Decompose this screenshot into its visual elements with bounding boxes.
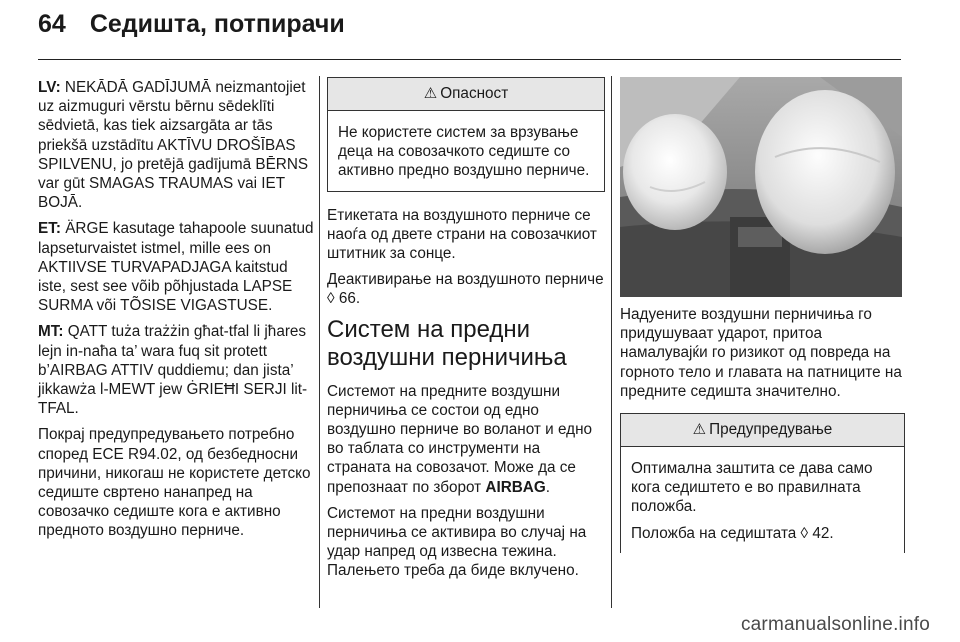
warning-box bbox=[620, 413, 905, 553]
lang-label-et: ET: bbox=[38, 220, 61, 238]
column-divider-2 bbox=[611, 76, 612, 608]
deactivation-text: Деактивирање на воздушното перниче bbox=[327, 271, 604, 289]
danger-box-header bbox=[328, 78, 604, 111]
system-description-text: Системот на предните воздушни перничиња се состои од едно воздушно перниче во воланот и едно во таблата со инструменти на страната на совозачот. Може да се препознаат по зборот bbox=[327, 382, 593, 496]
seat-position-page-link[interactable]: 42. bbox=[812, 524, 834, 542]
page-number: 64 bbox=[38, 10, 66, 38]
header-divider bbox=[38, 59, 901, 60]
section-heading: Систем на предни воздушни перничиња bbox=[327, 315, 567, 371]
warning-paragraph-lv bbox=[38, 78, 314, 212]
warning-text-lv: NEKĀDĀ GADĪJUMĀ neizmantojiet uz aizmuguri vērstu bērnu sēdeklīti sēdvietā, kas tiek aizsargāta ar tās priekšā uzstādītu AKTĪVU DROŠĪBAS SPILVENU, jo pretējā gadījumā BĒRNS var gūt SMAGAS TRAUMAS vai IET BOJĀ. bbox=[38, 79, 309, 212]
system-description-paragraph bbox=[327, 382, 605, 497]
column-divider-1 bbox=[319, 76, 320, 608]
airbag-word: AIRBAG bbox=[485, 478, 546, 496]
warning-triangle-icon: ⚠ bbox=[692, 421, 707, 439]
middle-column bbox=[327, 77, 605, 588]
danger-box bbox=[327, 77, 605, 192]
warning-box-title: Предупредување bbox=[709, 421, 833, 439]
airbag-label-paragraph: Етикетата на воздушното перниче се наоѓа од двете страни на совозачкиот штитник за сонце. bbox=[327, 206, 597, 263]
site-watermark: carmanualsonline.info bbox=[740, 614, 930, 635]
activation-paragraph: Системот на предни воздушни перничиња се активира во случај на удар напред од извесна тежина. Палењето треба да биде вклучено. bbox=[327, 504, 587, 580]
warning-paragraph-et bbox=[38, 219, 314, 315]
warning-text-et: ÄRGE kasutage tahapoole suunatud lapseturvaistet istmel, mille ees on AKTIIVSE TURVAPADJAGA kaitstud iste, sest see võib põhjustada LAPSE SURMA või TÕSISE VIGASTUSE. bbox=[38, 220, 314, 315]
lang-label-lv: LV: bbox=[38, 79, 61, 96]
page-title: Седишта, потпирачи bbox=[89, 10, 345, 38]
danger-box-body bbox=[328, 111, 604, 191]
system-description-end: . bbox=[545, 478, 550, 496]
lang-label-mt: MT: bbox=[38, 323, 64, 341]
page-header bbox=[38, 10, 345, 50]
page-reference-arrow-icon: ◊ bbox=[800, 524, 809, 542]
airbag-effect-paragraph: Надуените воздушни перничиња го придушуваат ударот, притоа намалувајќи го ризикот од повреда на горното тело и главата на патниците на предните седишта значително. bbox=[620, 306, 902, 400]
seat-position-paragraph bbox=[631, 524, 894, 543]
danger-box-text: Не користете систем за врзување деца на совозачкото седиште со активно предно воздушно перниче. bbox=[338, 124, 590, 180]
warning-triangle-icon: ⚠ bbox=[423, 85, 438, 103]
additional-note: Покрај предупредувањето потребно според ECE R94.02, од безбедносни причини, никогаш не користете детско седиште свртено нанапред на совозачко седиште кога е активно предното воздушно перниче. bbox=[38, 426, 311, 540]
warning-box-header bbox=[621, 414, 904, 447]
page-reference-arrow-icon: ◊ bbox=[327, 290, 335, 308]
left-column bbox=[38, 78, 314, 548]
deactivation-page-link[interactable]: 66. bbox=[338, 290, 361, 308]
warning-box-body bbox=[621, 447, 904, 553]
warning-paragraph-mt bbox=[38, 322, 314, 418]
warning-box-text: Оптимална заштита се дава само кога седиштето е во правилната положба. bbox=[631, 460, 873, 516]
deactivation-paragraph bbox=[327, 270, 605, 308]
right-column bbox=[620, 305, 905, 553]
danger-box-title: Опасност bbox=[440, 85, 509, 103]
warning-text-mt: QATT tuża trażżin għat-tfal li jħares lejn in-naħa ta’ wara fuq sit protett b’AIRBAG ATTIV quddiemu; dan jista’ jikkawża l-MEWT jew ĠRIEĦI SERJI lit-TFAL. bbox=[38, 323, 308, 418]
seat-position-text: Положба на седиштата bbox=[631, 524, 797, 542]
inflated-front-airbags-illustration bbox=[620, 77, 902, 297]
